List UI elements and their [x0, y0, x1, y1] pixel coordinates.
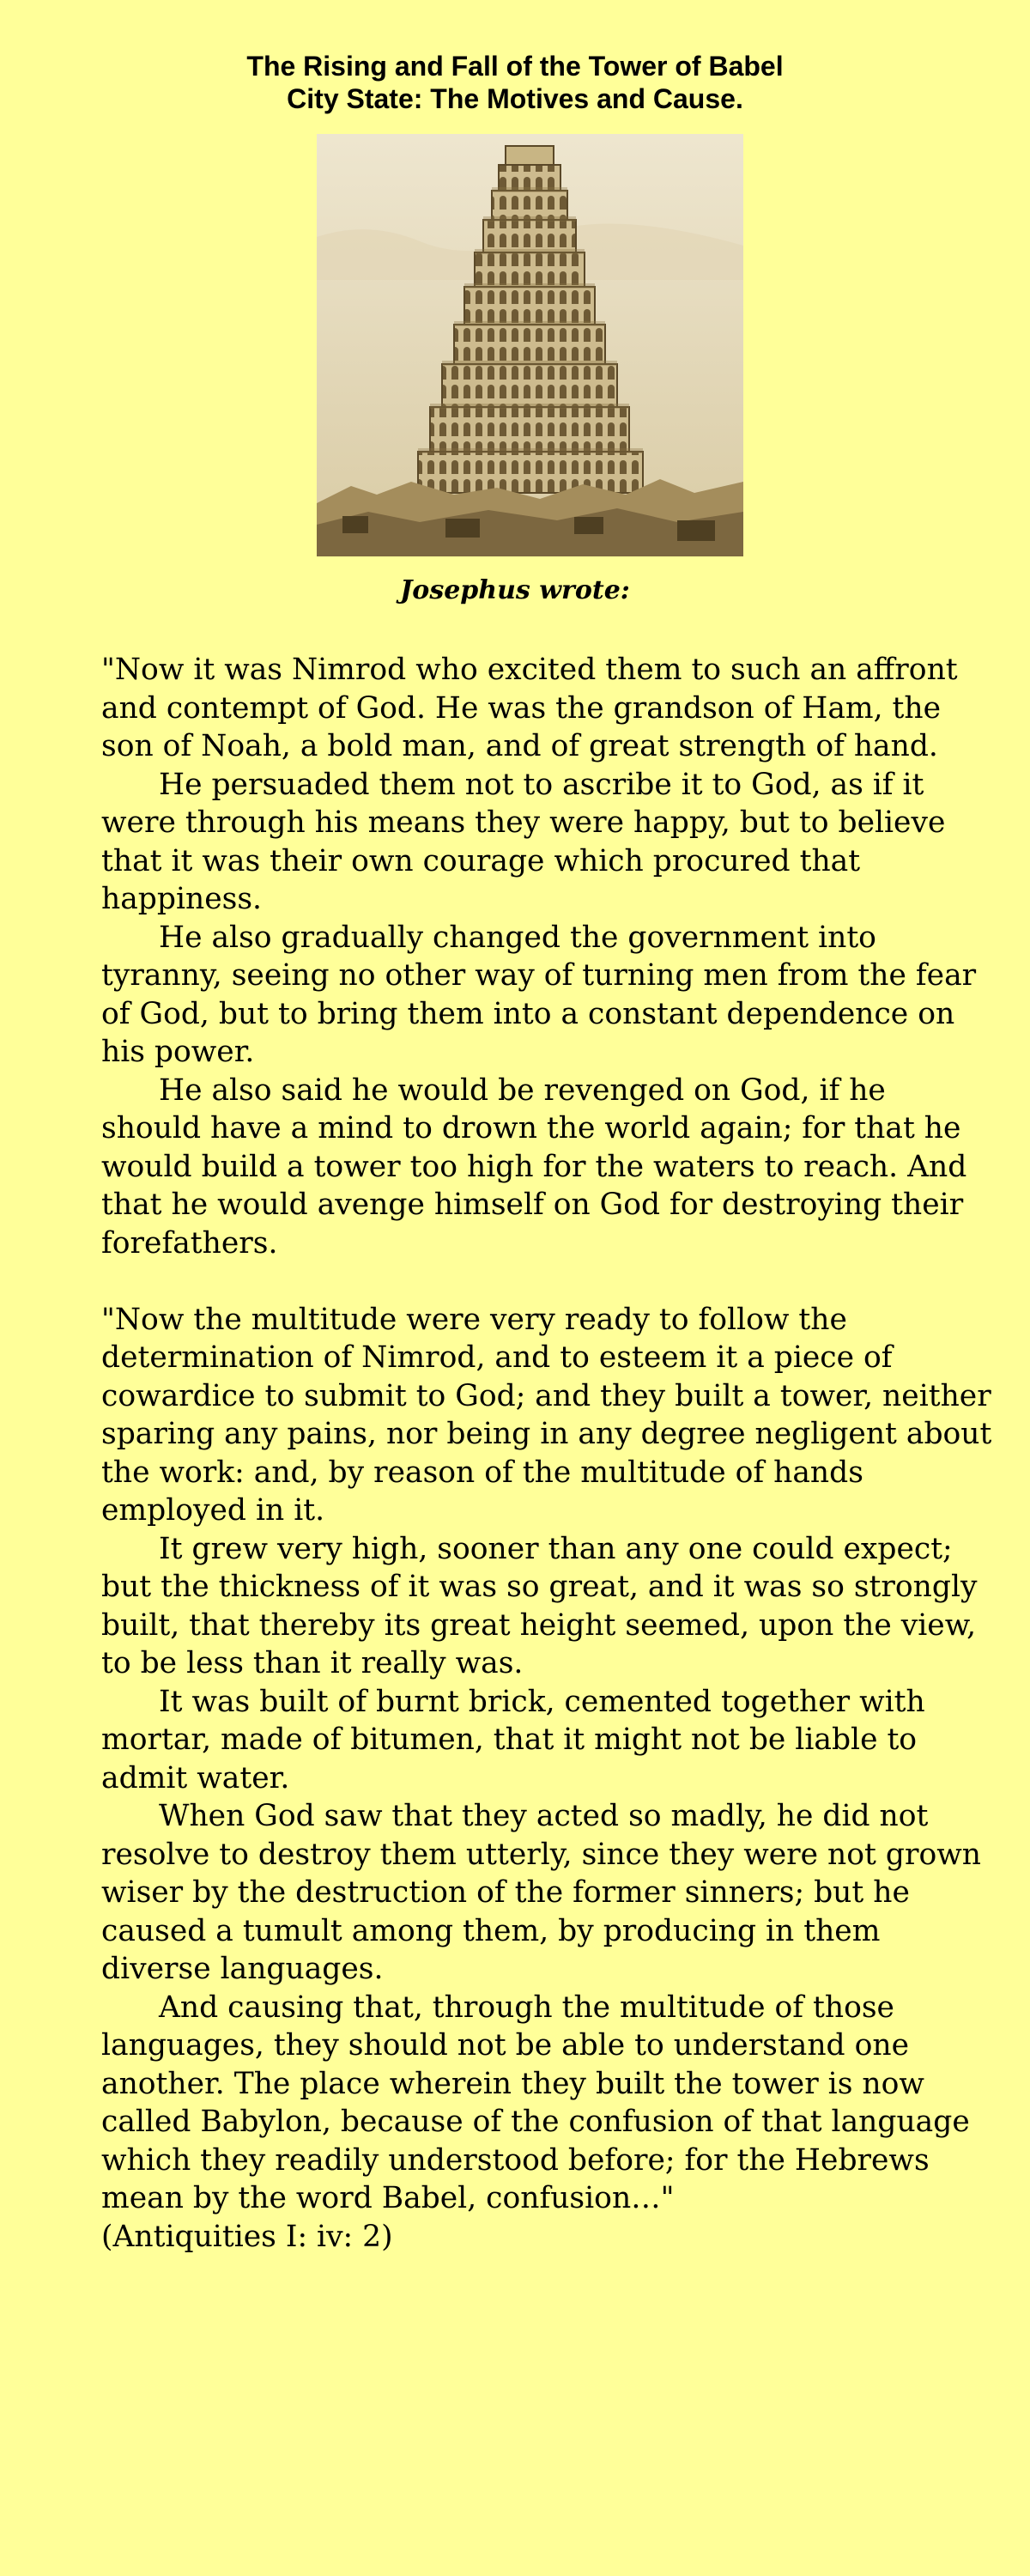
title-line-2: City State: The Motives and Cause. [287, 83, 743, 114]
paragraph-2: He persuaded them not to ascribe it to God, as if it were through his means they were happy, but to believe that it was their own courage which procured that happiness. [101, 767, 946, 916]
tower-of-babel-engraving-icon [317, 134, 743, 556]
paragraph-7: It was built of burnt brick, cemented together with mortar, made of bitumen, that it might not be liable to admit water. [101, 1684, 925, 1795]
paragraph-9: And causing that, through the multitude of those languages, they should not be able to understand one another. The place wherein they built the tower is now called Babylon, because of the confusion of that language which they readily understood before; for the Hebrews mean by the word Babel, confusion…" [101, 1990, 970, 2215]
paragraph-6: It grew very high, sooner than any one could expect; but the thickness of it was so great, and it was so strongly built, that thereby its great height seemed, upon the view, to be less than it really was. [101, 1531, 978, 1680]
citation: (Antiquities I: iv: 2) [101, 2219, 393, 2254]
tower-of-babel-image [317, 134, 743, 556]
paragraph-gap [101, 1262, 994, 1301]
paragraph-3: He also gradually changed the government into tyranny, seeing no other way of turning men from the fear of God, but to bring them into a constant dependence on his power. [101, 920, 977, 1069]
paragraph-5: "Now the multitude were very ready to follow the determination of Nimrod, and to esteem it a piece of cowardice to submit to God; and they built a tower, neither sparing any pains, nor being in any degree negligent about the work: and, by reason of the multitude of hands employed in it. [101, 1302, 992, 1528]
title-line-1: The Rising and Fall of the Tower of Babel [246, 51, 784, 82]
paragraph-8: When God saw that they acted so madly, he did not resolve to destroy them utterly, since they were not grown wiser by the destruction of the former sinners; but he caused a tumult among them, by producing in them diverse languages. [101, 1799, 981, 1986]
quotation-body [101, 651, 994, 2256]
attribution-heading: Josephus wrote: [400, 575, 630, 605]
paragraph-1: "Now it was Nimrod who excited them to such an affront and contempt of God. He was the grandson of Ham, the son of Noah, a bold man, and of great strength of hand. [101, 653, 958, 763]
page-title [0, 50, 1030, 115]
paragraph-4: He also said he would be revenged on God, if he should have a mind to drown the world again; for that he would build a tower too high for the waters to reach. And that he would avenge himself on God for destroying their forefathers. [101, 1072, 967, 1261]
